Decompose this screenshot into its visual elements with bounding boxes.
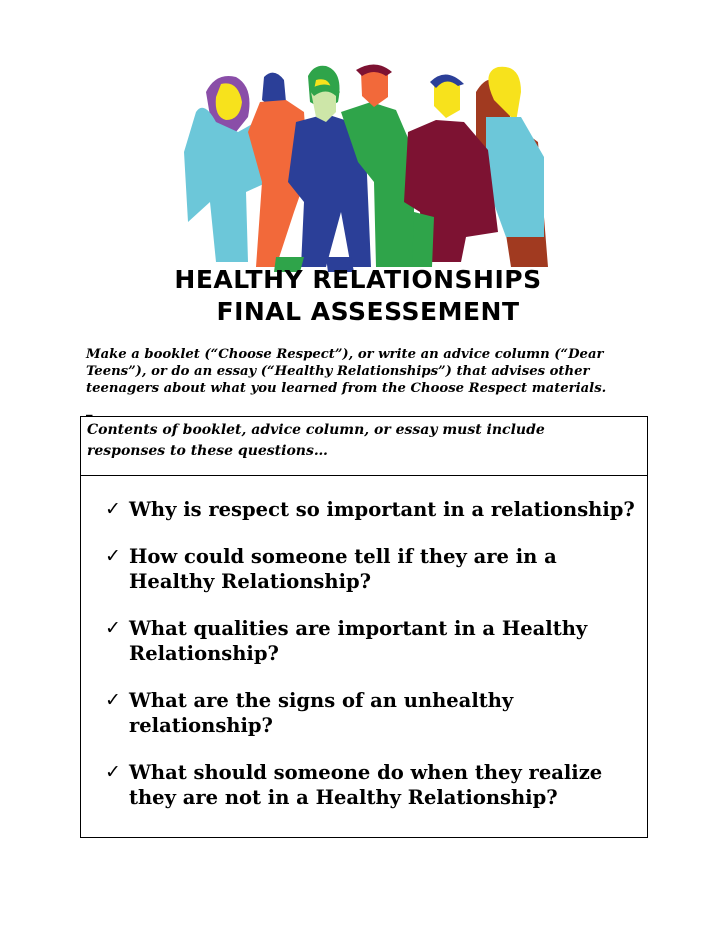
question-text: Why is respect so important in a relationship?: [129, 498, 635, 521]
question-item: [99, 616, 645, 666]
checkmark-icon: ✓: [105, 498, 121, 520]
title-line-2: FINAL ASSESSEMENT: [216, 297, 520, 326]
question-text: How could someone tell if they are in a Healthy Relationship?: [129, 545, 557, 593]
questions-box: [80, 416, 648, 838]
separator-mark: _: [86, 402, 93, 417]
checkmark-icon: ✓: [105, 761, 121, 783]
question-item: [99, 497, 645, 522]
question-item: [99, 760, 645, 810]
questions-box-header: Contents of booklet, advice column, or essay must include responses to these questions…: [87, 422, 545, 459]
question-text: What qualities are important in a Healthy Relationship?: [129, 617, 588, 665]
question-text: What are the signs of an unhealthy relationship?: [129, 689, 514, 737]
group-of-teenagers-illustration: [176, 62, 548, 272]
question-item: [99, 544, 645, 594]
question-text: What should someone do when they realize they are not in a Healthy Relationship?: [129, 761, 603, 809]
instructions-paragraph: Make a booklet (“Choose Respect”), or write an advice column (“Dear Teens”), or do an essay (“Healthy Relationships”) that advises other teenagers about what you learned from the Choose Respect materials.: [86, 347, 607, 396]
questions-list: [99, 497, 645, 832]
checkmark-icon: ✓: [105, 545, 121, 567]
checkmark-icon: ✓: [105, 689, 121, 711]
question-item: [99, 688, 645, 738]
box-divider: [81, 475, 647, 476]
title-line-1: HEALTHY RELATIONSHIPS: [174, 265, 542, 294]
checkmark-icon: ✓: [105, 617, 121, 639]
